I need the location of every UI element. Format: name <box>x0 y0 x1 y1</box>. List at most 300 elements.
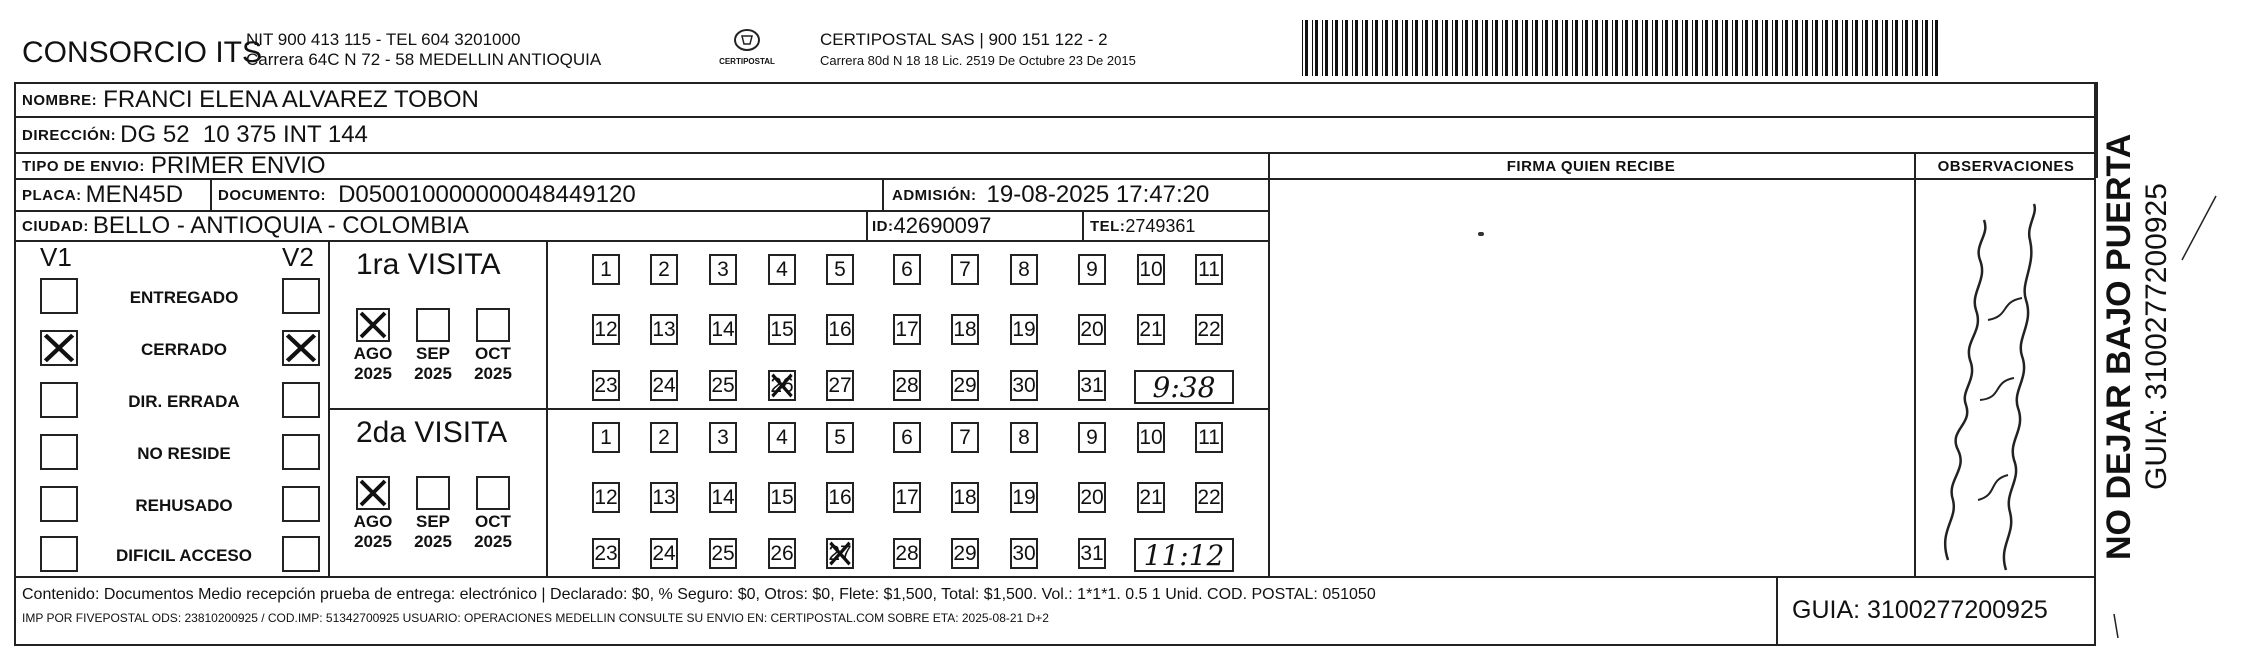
day-box[interactable] <box>650 370 678 401</box>
month-checkbox[interactable] <box>476 476 510 510</box>
month-checkbox[interactable] <box>476 308 510 342</box>
ciudad-label: CIUDAD: <box>22 217 89 235</box>
day-number: 29 <box>953 373 977 397</box>
day-box[interactable] <box>1078 482 1106 513</box>
direccion-label: DIRECCIÓN: <box>22 126 117 144</box>
firma-label: FIRMA QUIEN RECIBE <box>1506 157 1676 175</box>
v2-checkbox[interactable] <box>282 382 320 418</box>
day-box[interactable] <box>650 482 678 513</box>
barcode-bar <box>1505 20 1508 76</box>
id-label: ID: <box>872 217 894 235</box>
barcode-bar <box>1845 20 1848 76</box>
carrier-logo <box>712 28 782 66</box>
carrier-logo-text: CERTIPOSTAL <box>719 57 775 66</box>
barcode-bar <box>1362 20 1363 76</box>
tipo-label: TIPO DE ENVIO: <box>22 157 145 175</box>
barcode-bar <box>1785 20 1788 76</box>
day-number: 18 <box>953 485 977 509</box>
day-number: 24 <box>652 373 676 397</box>
barcode-bar <box>1732 20 1733 76</box>
barcode-bar <box>1935 20 1938 76</box>
barcode-bar <box>1662 20 1663 76</box>
day-number: 23 <box>594 541 618 565</box>
day-number: 18 <box>953 317 977 341</box>
day-box[interactable] <box>951 538 979 569</box>
day-number: 5 <box>834 257 846 281</box>
day-number: 25 <box>711 373 735 397</box>
status-option-label: DIR. ERRADA <box>128 392 240 411</box>
barcode <box>1302 20 1942 78</box>
day-number: 3 <box>717 425 729 449</box>
barcode-bar <box>1752 20 1753 76</box>
month-checkbox[interactable] <box>356 476 390 510</box>
month-option <box>467 512 519 552</box>
day-box[interactable] <box>709 254 737 285</box>
barcode-bar <box>1905 20 1908 76</box>
day-box[interactable] <box>1010 538 1038 569</box>
day-box[interactable] <box>1078 370 1106 401</box>
admision-value: 19-08-2025 17:47:20 <box>986 181 1210 208</box>
nombre-value: FRANCI ELENA ALVAREZ TOBON <box>103 86 479 113</box>
barcode-bar <box>1572 20 1573 76</box>
day-box[interactable] <box>592 254 620 285</box>
day-box[interactable] <box>768 422 796 453</box>
day-box[interactable] <box>951 422 979 453</box>
barcode-bar <box>1772 20 1773 76</box>
year-label: 2025 <box>474 364 512 383</box>
barcode-bar <box>1852 20 1853 76</box>
day-number: 23 <box>594 373 618 397</box>
barcode-bar <box>1795 20 1798 76</box>
month-checkbox[interactable] <box>416 476 450 510</box>
check-x-icon <box>42 332 76 364</box>
barcode-bar <box>1902 20 1903 76</box>
admision-divider <box>882 178 884 210</box>
barcode-bar <box>1465 20 1468 76</box>
day-number: 5 <box>834 425 846 449</box>
barcode-bar <box>1672 20 1673 76</box>
day-box[interactable] <box>650 254 678 285</box>
observaciones-handwriting <box>1918 200 2098 576</box>
nombre-row <box>22 84 479 116</box>
barcode-bar <box>1515 20 1518 76</box>
barcode-bar <box>1395 20 1398 76</box>
day-box[interactable] <box>893 538 921 569</box>
day-number: 4 <box>776 425 788 449</box>
barcode-bar <box>1522 20 1523 76</box>
carrier-details <box>820 30 1136 68</box>
barcode-bar <box>1722 20 1723 76</box>
check-x-icon <box>358 310 388 340</box>
barcode-bar <box>1535 20 1538 76</box>
barcode-bar <box>1352 20 1353 76</box>
day-number: 12 <box>594 317 618 341</box>
day-number: 8 <box>1018 425 1030 449</box>
barcode-bar <box>1702 20 1703 76</box>
barcode-bar <box>1712 20 1713 76</box>
visit-title: 1ra VISITA <box>356 248 501 281</box>
day-box[interactable] <box>1137 314 1165 345</box>
barcode-bar <box>1705 20 1708 76</box>
day-number: 22 <box>1197 485 1221 509</box>
footer-line1: Contenido: Documentos Medio recepción prueba de entrega: electrónico | Declarado: $0, % Seguro: $0, Otros: $0, Flete: $1,500, Total: $1,500. Vol.: 1*1*1. 0.5 1 Unid. COD. POSTAL: 051050 <box>22 586 1376 603</box>
day-number: 29 <box>953 541 977 565</box>
carrier-line2: Carrera 80d N 18 18 Lic. 2519 De Octubre 23 De 2015 <box>820 53 1136 68</box>
v2-checkbox[interactable] <box>282 536 320 572</box>
barcode-bar <box>1602 20 1603 76</box>
side-pen-stroke <box>2180 190 2220 270</box>
barcode-bar <box>1425 20 1428 76</box>
barcode-bar <box>1555 20 1558 76</box>
barcode-bar <box>1775 20 1778 76</box>
barcode-bar <box>1822 20 1823 76</box>
barcode-bar <box>1312 20 1313 76</box>
month-label: OCT <box>475 344 511 363</box>
day-number: 2 <box>658 257 670 281</box>
visit-time-box[interactable] <box>1134 370 1234 404</box>
day-box[interactable] <box>1010 314 1038 345</box>
visit-time: 9:38 <box>1152 370 1216 404</box>
month-option <box>347 512 399 552</box>
barcode-bar <box>1332 20 1333 76</box>
v1-checkbox[interactable] <box>40 486 78 522</box>
ciudad-value: BELLO - ANTIOQUIA - COLOMBIA <box>92 212 469 239</box>
barcode-bar <box>1302 20 1303 76</box>
barcode-bar <box>1612 20 1613 76</box>
barcode-bar <box>1842 20 1843 76</box>
day-number: 1 <box>600 425 612 449</box>
status-option-label: REHUSADO <box>135 496 233 515</box>
day-box[interactable] <box>709 482 737 513</box>
barcode-bar <box>1805 20 1808 76</box>
row-line-footer <box>14 576 2096 578</box>
barcode-bar <box>1542 20 1543 76</box>
day-number: 26 <box>770 373 794 397</box>
day-box[interactable] <box>826 254 854 285</box>
barcode-bar <box>1315 20 1318 76</box>
day-box[interactable] <box>709 314 737 345</box>
barcode-bar <box>1865 20 1868 76</box>
day-box[interactable] <box>592 314 620 345</box>
day-number: 7 <box>959 425 971 449</box>
day-box[interactable] <box>893 254 921 285</box>
nombre-label: NOMBRE: <box>22 91 98 109</box>
barcode-bar <box>1895 20 1898 76</box>
admision-row <box>892 180 1209 210</box>
year-label: 2025 <box>354 364 392 383</box>
day-box[interactable] <box>1078 254 1106 285</box>
day-box[interactable] <box>951 370 979 401</box>
barcode-bar <box>1415 20 1418 76</box>
barcode-bar <box>1835 20 1838 76</box>
day-box[interactable] <box>650 538 678 569</box>
barcode-bar <box>1862 20 1863 76</box>
placa-row <box>22 180 183 210</box>
day-box[interactable] <box>1137 422 1165 453</box>
placa-value: MEN45D <box>85 181 184 208</box>
day-number: 21 <box>1139 317 1163 341</box>
barcode-bar <box>1365 20 1368 76</box>
month-checkbox[interactable] <box>356 308 390 342</box>
barcode-bar <box>1305 20 1308 76</box>
status-option-label: CERRADO <box>141 340 227 359</box>
day-box[interactable] <box>1010 370 1038 401</box>
day-box[interactable] <box>592 538 620 569</box>
footer-line2: IMP POR FIVEPOSTAL ODS: 23810200925 / COD.IMP: 51342700925 USUARIO: OPERACIONES MEDELLIN CONSULTE SU ENVIO EN: CERTIPOSTAL.COM SOBRE ETA: 2025-08-21 D+2 <box>22 611 1049 625</box>
day-box[interactable] <box>1137 482 1165 513</box>
day-number: 12 <box>594 485 618 509</box>
check-x-icon <box>770 372 794 399</box>
barcode-bar <box>1695 20 1698 76</box>
v2-checkbox[interactable] <box>282 278 320 314</box>
day-box[interactable] <box>826 370 854 401</box>
day-box[interactable] <box>951 254 979 285</box>
month-checkbox[interactable] <box>416 308 450 342</box>
id-row <box>872 211 991 241</box>
month-option <box>407 344 459 384</box>
day-box[interactable] <box>826 538 854 569</box>
barcode-bar <box>1435 20 1438 76</box>
barcode-bar <box>1525 20 1528 76</box>
barcode-bar <box>1642 20 1643 76</box>
day-box[interactable] <box>1137 254 1165 285</box>
v1-checkbox[interactable] <box>40 536 78 572</box>
day-box[interactable] <box>1195 482 1223 513</box>
day-box[interactable] <box>1010 422 1038 453</box>
day-box[interactable] <box>826 422 854 453</box>
barcode-bar <box>1815 20 1818 76</box>
v1-checkbox[interactable] <box>40 330 78 366</box>
v1-checkbox[interactable] <box>40 278 78 314</box>
day-box[interactable] <box>1078 314 1106 345</box>
ciudad-row <box>22 211 469 241</box>
day-number: 15 <box>770 485 794 509</box>
day-box[interactable] <box>1078 422 1106 453</box>
barcode-bar <box>1335 20 1338 76</box>
tipo-value: PRIMER ENVIO <box>150 152 326 179</box>
barcode-bar <box>1885 20 1888 76</box>
placa-divider <box>210 178 212 210</box>
side-guia: GUIA: 3100277200925 <box>2140 183 2173 490</box>
barcode-bar <box>1372 20 1373 76</box>
barcode-bar <box>1632 20 1633 76</box>
v1-label: V1 <box>40 242 72 272</box>
v2-checkbox[interactable] <box>282 486 320 522</box>
month-option <box>467 344 519 384</box>
company-details <box>246 30 601 70</box>
barcode-bar <box>1685 20 1688 76</box>
day-box[interactable] <box>951 314 979 345</box>
barcode-bar <box>1715 20 1718 76</box>
observaciones-header <box>1916 153 2096 179</box>
day-box[interactable] <box>592 422 620 453</box>
barcode-bar <box>1692 20 1693 76</box>
observaciones-label: OBSERVACIONES <box>1937 157 2075 175</box>
day-box[interactable] <box>709 422 737 453</box>
carrier-line1: CERTIPOSTAL SAS | 900 151 122 - 2 <box>820 30 1108 49</box>
day-box[interactable] <box>826 482 854 513</box>
barcode-bar <box>1482 20 1483 76</box>
visit-title: 2da VISITA <box>356 416 508 449</box>
day-number: 25 <box>711 541 735 565</box>
check-x-icon <box>828 540 852 567</box>
month-option <box>407 512 459 552</box>
day-box[interactable] <box>826 314 854 345</box>
check-x-icon <box>358 478 388 508</box>
day-box[interactable] <box>893 370 921 401</box>
day-number: 26 <box>770 541 794 565</box>
barcode-bar <box>1912 20 1913 76</box>
year-label: 2025 <box>414 364 452 383</box>
barcode-bar <box>1475 20 1478 76</box>
barcode-bar <box>1375 20 1378 76</box>
documento-row <box>218 180 636 210</box>
barcode-bar <box>1725 20 1728 76</box>
day-number: 16 <box>828 485 852 509</box>
barcode-bar <box>1385 20 1388 76</box>
day-box[interactable] <box>709 370 737 401</box>
day-number: 11 <box>1198 425 1220 449</box>
day-box[interactable] <box>1078 538 1106 569</box>
frame-right-top <box>2096 82 2098 178</box>
barcode-bar <box>1345 20 1348 76</box>
day-number: 14 <box>711 485 735 509</box>
v2-checkbox[interactable] <box>282 434 320 470</box>
day-number: 14 <box>711 317 735 341</box>
day-number: 30 <box>1012 373 1036 397</box>
barcode-bar <box>1682 20 1683 76</box>
barcode-bar <box>1325 20 1328 76</box>
barcode-bar <box>1675 20 1678 76</box>
day-box[interactable] <box>893 314 921 345</box>
barcode-bar <box>1645 20 1648 76</box>
barcode-bar <box>1592 20 1593 76</box>
firma-header <box>1268 153 1914 179</box>
barcode-bar <box>1575 20 1578 76</box>
day-box[interactable] <box>893 482 921 513</box>
day-box[interactable] <box>768 314 796 345</box>
barcode-bar <box>1565 20 1568 76</box>
day-number: 27 <box>828 541 852 565</box>
v2-checkbox[interactable] <box>282 330 320 366</box>
month-label: SEP <box>415 512 451 531</box>
day-number: 9 <box>1086 257 1098 281</box>
barcode-bar <box>1532 20 1533 76</box>
barcode-bar <box>1832 20 1833 76</box>
day-box[interactable] <box>893 422 921 453</box>
barcode-bar <box>1875 20 1878 76</box>
day-number: 3 <box>717 257 729 281</box>
barcode-bar <box>1762 20 1763 76</box>
day-number: 17 <box>895 485 919 509</box>
day-box[interactable] <box>768 538 796 569</box>
day-number: 1 <box>600 257 612 281</box>
barcode-bar <box>1562 20 1563 76</box>
check-x-icon <box>284 332 318 364</box>
barcode-bar <box>1492 20 1493 76</box>
divider-v-left <box>1268 152 1270 576</box>
day-number: 31 <box>1080 373 1104 397</box>
barcode-bar <box>1825 20 1828 76</box>
barcode-bar <box>1462 20 1463 76</box>
barcode-bar <box>1412 20 1413 76</box>
direccion-row <box>22 118 368 152</box>
barcode-bar <box>1932 20 1933 76</box>
barcode-bar <box>1782 20 1783 76</box>
barcode-bar <box>1755 20 1758 76</box>
barcode-bar <box>1615 20 1618 76</box>
visit-time-box[interactable] <box>1134 538 1234 572</box>
company-address: Carrera 64C N 72 - 58 MEDELLIN ANTIOQUIA <box>246 50 602 69</box>
tipo-row <box>22 153 326 179</box>
barcode-bar <box>1502 20 1503 76</box>
v2-label: V2 <box>282 242 314 272</box>
day-box[interactable] <box>1010 254 1038 285</box>
barcode-bar <box>1915 20 1918 76</box>
barcode-bar <box>1432 20 1433 76</box>
barcode-bar <box>1585 20 1588 76</box>
day-box[interactable] <box>1195 254 1223 285</box>
day-box[interactable] <box>768 482 796 513</box>
barcode-bar <box>1655 20 1658 76</box>
visit-time: 11:12 <box>1143 538 1225 572</box>
day-number: 30 <box>1012 541 1036 565</box>
barcode-bar <box>1925 20 1928 76</box>
day-box[interactable] <box>592 370 620 401</box>
barcode-bar <box>1652 20 1653 76</box>
day-box[interactable] <box>709 538 737 569</box>
day-number: 28 <box>895 541 919 565</box>
barcode-bar <box>1495 20 1498 76</box>
month-label: SEP <box>415 344 451 363</box>
day-number: 6 <box>901 425 913 449</box>
tel-label: TEL: <box>1090 217 1126 235</box>
day-box[interactable] <box>1195 422 1223 453</box>
barcode-bar <box>1582 20 1583 76</box>
barcode-bar <box>1855 20 1858 76</box>
company-name: CONSORCIO ITS <box>22 36 263 69</box>
month-label: AGO <box>353 344 393 363</box>
day-number: 10 <box>1139 425 1163 449</box>
barcode-bar <box>1665 20 1668 76</box>
day-box[interactable] <box>1195 314 1223 345</box>
barcode-bar <box>1882 20 1883 76</box>
day-box[interactable] <box>650 314 678 345</box>
status-option-label: NO RESIDE <box>137 444 231 463</box>
day-number: 22 <box>1197 317 1221 341</box>
id-divider <box>866 210 868 240</box>
day-box[interactable] <box>951 482 979 513</box>
signature-mark <box>1478 232 1484 236</box>
month-label: AGO <box>353 512 393 531</box>
tel-row <box>1090 211 1195 241</box>
day-number: 20 <box>1080 485 1104 509</box>
barcode-bar <box>1622 20 1623 76</box>
barcode-bar <box>1392 20 1393 76</box>
barcode-bar <box>1445 20 1448 76</box>
day-number: 17 <box>895 317 919 341</box>
day-box[interactable] <box>650 422 678 453</box>
day-box[interactable] <box>592 482 620 513</box>
year-label: 2025 <box>354 532 392 551</box>
side-pen-tick <box>2110 612 2130 642</box>
v1-checkbox[interactable] <box>40 382 78 418</box>
v1-checkbox[interactable] <box>40 434 78 470</box>
day-box[interactable] <box>768 254 796 285</box>
day-box[interactable] <box>1010 482 1038 513</box>
day-box[interactable] <box>768 370 796 401</box>
divider-v-obs <box>1914 152 1916 576</box>
